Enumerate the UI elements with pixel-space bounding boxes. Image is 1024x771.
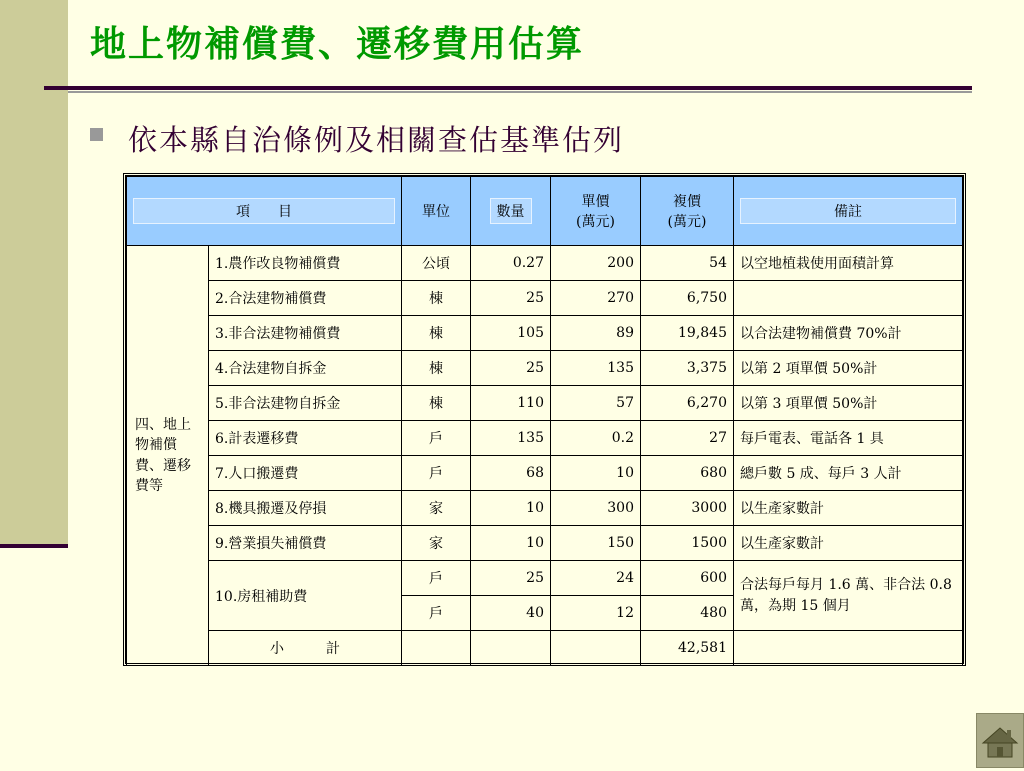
cell-total: 19,845 [641,316,734,351]
cell-unit: 戶 [402,456,471,491]
cell-unit-price: 135 [551,351,641,386]
cell-unit-price: 300 [551,491,641,526]
left-decor-bar [0,0,68,548]
cell-qty: 110 [471,386,551,421]
cell-unit: 家 [402,526,471,561]
cell-item: 7.人口搬遷費 [209,456,402,491]
table-row-rent-a [127,561,963,596]
cell-unit: 棟 [402,386,471,421]
cell-item: 10.房租補助費 [209,561,402,631]
cell-note: 以生產家數計 [734,491,963,526]
subtotal-total: 42,581 [641,631,734,666]
cell-qty: 68 [471,456,551,491]
title-rule-thin [68,91,972,93]
cell-item: 8.機具搬遷及停損 [209,491,402,526]
cell-item: 2.合法建物補償費 [209,281,402,316]
cell-empty [471,631,551,666]
header-total-price: 複價 (萬元) [641,177,734,246]
cell-item: 6.計表遷移費 [209,421,402,456]
cell-item: 3.非合法建物補償費 [209,316,402,351]
table-row [127,526,963,561]
table-row [127,316,963,351]
header-qty: 數量 [471,177,551,246]
cell-note: 以第 3 項單價 50%計 [734,386,963,421]
cost-table [126,176,963,666]
cell-unit: 公頃 [402,246,471,281]
home-icon [977,714,1023,767]
slide-title: 地上物補償費、遷移費用估算 [90,23,585,65]
cell-item: 5.非合法建物自拆金 [209,386,402,421]
cell-total: 680 [641,456,734,491]
cell-note [734,281,963,316]
subtotal-row [127,631,963,666]
cell-qty: 135 [471,421,551,456]
cell-total: 54 [641,246,734,281]
cell-empty [402,631,471,666]
cell-unit-price: 150 [551,526,641,561]
cell-unit: 棟 [402,281,471,316]
cell-total: 480 [641,596,734,631]
cell-note: 以合法建物補償費 70%計 [734,316,963,351]
cell-note: 以空地植栽使用面積計算 [734,246,963,281]
header-unit-price: 單價 (萬元) [551,177,641,246]
cell-total: 1500 [641,526,734,561]
header-unit: 單位 [402,177,471,246]
table-row [127,421,963,456]
cell-qty: 25 [471,351,551,386]
bullet-square [90,128,103,141]
cell-empty [551,631,641,666]
cell-item: 9.營業損失補償費 [209,526,402,561]
cell-total: 3,375 [641,351,734,386]
header-row [127,177,963,246]
cell-unit: 棟 [402,316,471,351]
cell-unit: 家 [402,491,471,526]
subtotal-label: 小 計 [209,631,402,666]
cell-note: 合法每戶每月 1.6 萬、非合法 0.8 萬，為期 15 個月 [734,561,963,631]
cell-qty: 10 [471,526,551,561]
cell-note: 總戶數 5 成、每戶 3 人計 [734,456,963,491]
left-decor-line [0,544,68,548]
cell-note: 以第 2 項單價 50%計 [734,351,963,386]
cell-unit-price: 12 [551,596,641,631]
cell-total: 6,270 [641,386,734,421]
home-button[interactable] [976,713,1024,768]
cell-unit-price: 10 [551,456,641,491]
cell-unit-price: 89 [551,316,641,351]
cell-qty: 0.27 [471,246,551,281]
cell-total: 6,750 [641,281,734,316]
title-rule [44,86,972,90]
cell-empty [734,631,963,666]
cell-note: 每戶電表、電話各 1 具 [734,421,963,456]
cost-table-frame [123,173,966,666]
table-row [127,386,963,421]
header-item: 項 目 [127,177,402,246]
cell-unit-price: 200 [551,246,641,281]
cell-total: 3000 [641,491,734,526]
table-row [127,491,963,526]
cell-qty: 10 [471,491,551,526]
cell-item: 4.合法建物自拆金 [209,351,402,386]
cell-qty: 25 [471,281,551,316]
cell-unit-price: 270 [551,281,641,316]
table-row [127,456,963,491]
cell-unit-price: 24 [551,561,641,596]
cell-unit: 戶 [402,421,471,456]
cell-total: 27 [641,421,734,456]
cell-qty: 40 [471,596,551,631]
cell-item: 1.農作改良物補償費 [209,246,402,281]
cell-unit-price: 57 [551,386,641,421]
table-row [127,281,963,316]
header-note: 備註 [734,177,963,246]
slide-subtitle: 依本縣自治條例及相關查估基準估列 [128,123,625,157]
cell-total: 600 [641,561,734,596]
cell-unit: 戶 [402,561,471,596]
cell-unit-price: 0.2 [551,421,641,456]
cell-unit: 戶 [402,596,471,631]
group-label: 四、地上物補償費、遷移費等 [127,246,209,666]
cell-unit: 棟 [402,351,471,386]
cell-note: 以生產家數計 [734,526,963,561]
table-row [127,246,963,281]
table-row [127,351,963,386]
cell-qty: 25 [471,561,551,596]
cell-qty: 105 [471,316,551,351]
